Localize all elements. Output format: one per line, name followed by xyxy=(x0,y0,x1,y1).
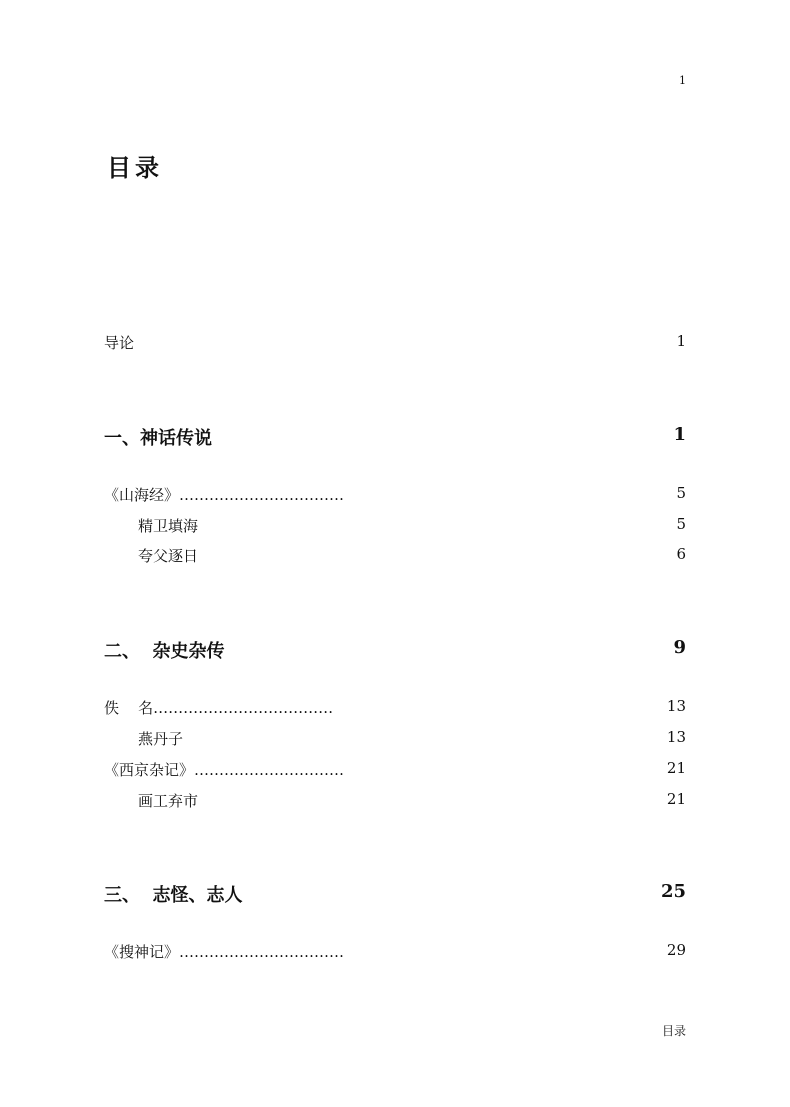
toc-title: 目录 xyxy=(107,153,163,182)
toc-entry-page: 5 xyxy=(676,515,686,533)
toc-chapter-page: 25 xyxy=(660,881,686,902)
toc-entry-page: 6 xyxy=(676,545,686,563)
toc-entry-label: 《山海经》…………………………… xyxy=(104,486,345,504)
toc-entry-page: 21 xyxy=(666,759,686,777)
toc-entry-label: 夸父逐日 xyxy=(138,547,199,565)
toc-chapter-2[interactable] xyxy=(104,637,686,665)
toc-entry-page: 5 xyxy=(676,484,686,502)
toc-entry-intro[interactable] xyxy=(104,332,686,354)
toc-entry-page: 21 xyxy=(666,790,686,808)
toc-chapter-label: 二、 杂史杂传 xyxy=(104,641,225,662)
toc-subentry[interactable] xyxy=(104,515,686,537)
toc-chapter-page: 9 xyxy=(673,637,686,658)
footer-label: 目录 xyxy=(661,1024,686,1038)
toc-subentry[interactable] xyxy=(104,728,686,750)
toc-entry-label: 佚 名……………………………… xyxy=(104,699,334,717)
toc-entry[interactable] xyxy=(104,759,686,781)
toc-entry-page: 13 xyxy=(666,728,686,746)
dot-leader: ………………………… xyxy=(194,761,345,779)
toc-entry-page: 13 xyxy=(666,697,686,715)
toc-entry[interactable] xyxy=(104,941,686,963)
toc-chapter-label: 一、神话传说 xyxy=(104,428,212,449)
toc-chapter-label: 三、 志怪、志人 xyxy=(104,885,243,906)
toc-entry[interactable] xyxy=(104,697,686,719)
toc-subentry[interactable] xyxy=(104,790,686,812)
toc-entry-label: 画工弃市 xyxy=(138,792,199,810)
toc-subentry[interactable] xyxy=(104,545,686,567)
toc-entry-label: 燕丹子 xyxy=(138,730,184,748)
toc-entry-page: 29 xyxy=(666,941,686,959)
dot-leader: …………………………… xyxy=(179,486,345,504)
toc-entry-page: 1 xyxy=(676,332,686,350)
toc-entry-label: 导论 xyxy=(104,334,135,352)
toc-entry-label: 《西京杂记》………………………… xyxy=(104,761,345,779)
page-number: 1 xyxy=(679,74,686,87)
dot-leader: …………………………… xyxy=(179,943,345,961)
toc-chapter-1[interactable] xyxy=(104,424,686,452)
dot-leader: ……………………………… xyxy=(153,699,334,717)
toc-entry-label: 精卫填海 xyxy=(138,517,199,535)
toc-chapter-page: 1 xyxy=(673,424,686,445)
toc-entry[interactable] xyxy=(104,484,686,506)
toc-chapter-3[interactable] xyxy=(104,881,686,909)
toc-entry-label: 《搜神记》…………………………… xyxy=(104,943,345,961)
